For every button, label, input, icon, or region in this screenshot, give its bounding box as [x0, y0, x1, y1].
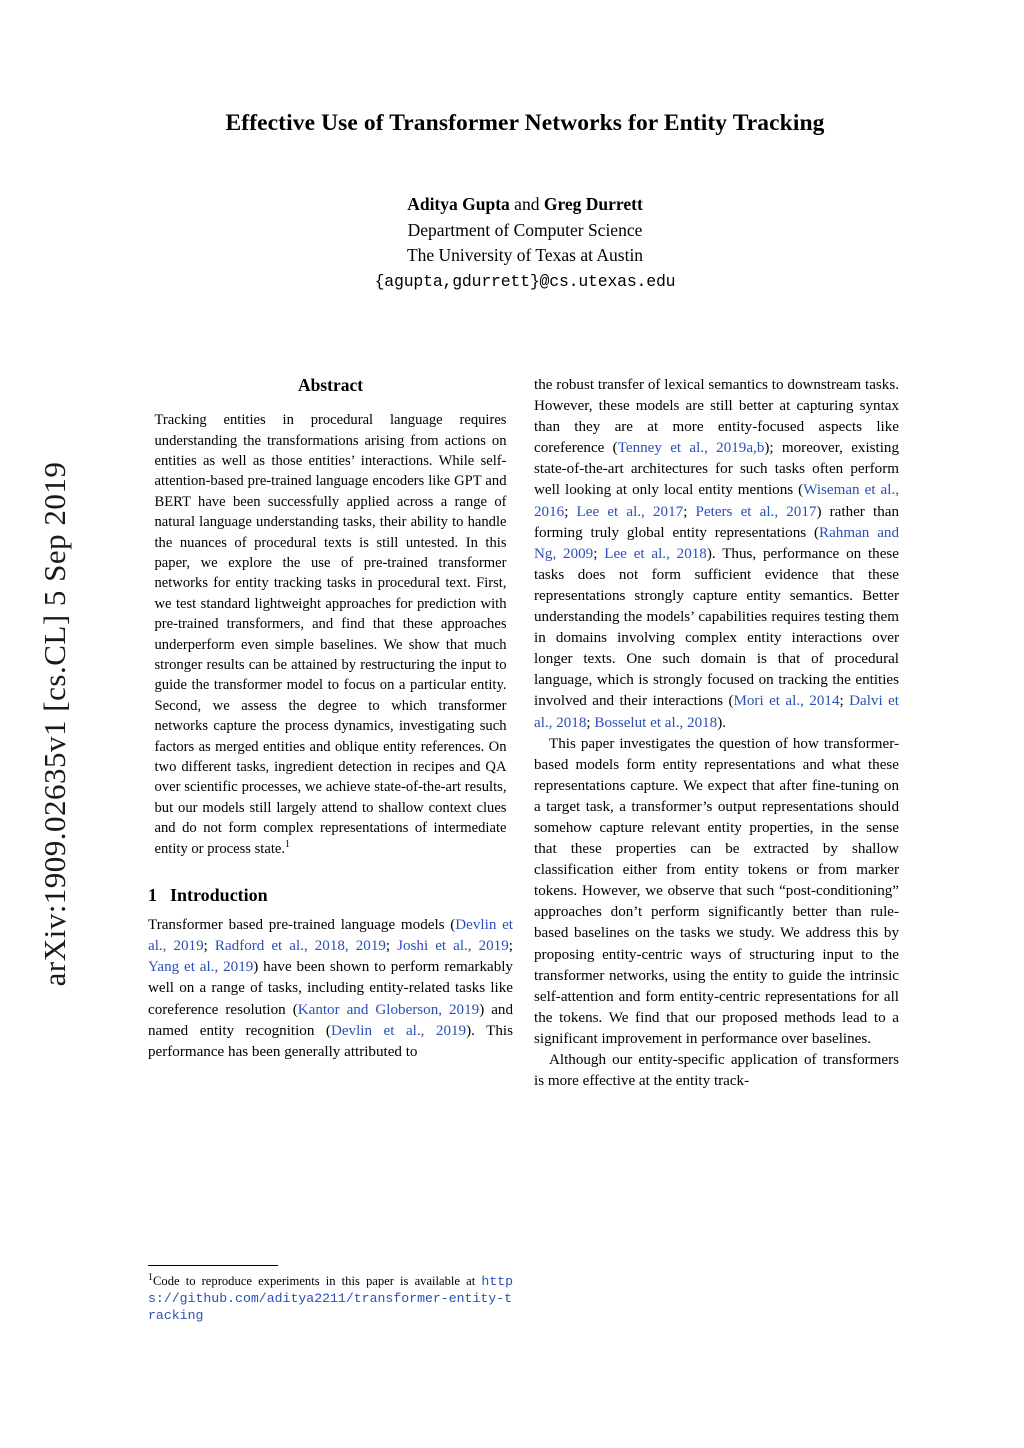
footnote-1	[148, 1273, 513, 1324]
right-paragraph-2: This paper investigates the question of how transformer-based models form entity representations and what these representations capture. We expect that after fine-tuning on a target task, a transformer’s output representations should somehow capture relevant entity properties, in the sense that these properties can be extracted by shallow classification either from entity tokens or from marker tokens. However, we observe that such “post-conditioning” approaches don’t perform significantly better than rule-based baselines on the tasks we study. We address this by proposing entity-centric ways of structuring input to the transformer networks, using the entity to guide the intrinsic self-attention and form entity-centric representations for all the tokens. We find that our proposed methods lead to a significant improvement in performance over baselines.	[534, 735, 899, 1047]
citation-wiseman[interactable]: Wiseman et al., 2016	[534, 482, 899, 520]
text-run: ;	[839, 693, 850, 710]
right-paragraph-3: Although our entity-specific application of transformers is more effective at the entity track-	[534, 1052, 899, 1090]
abstract-heading: Abstract	[297, 375, 364, 395]
text-run: ;	[203, 938, 215, 955]
text-run: ;	[508, 938, 513, 955]
footnote-block	[148, 1255, 513, 1324]
citation-dalvi-2018[interactable]: Dalvi et al., 2018	[534, 693, 900, 731]
abstract-footnote-marker: 1	[285, 838, 290, 850]
citation-kantor-globerson[interactable]: Kantor and Globerson, 2019	[297, 1001, 480, 1018]
author-block	[110, 192, 940, 294]
author-institution: The University of Texas at Austin	[406, 245, 644, 265]
author-name-1: Aditya Gupta	[407, 194, 510, 214]
text-run: Transformer based pre-trained language models (	[148, 917, 456, 934]
footnote-marker: 1	[148, 1271, 153, 1283]
arxiv-stamp-text: arXiv:1909.02635v1 [cs.CL] 5 Sep 2019	[37, 461, 72, 987]
citation-devlin-2019[interactable]: Devlin et al., 2019	[148, 917, 513, 955]
abstract-body	[155, 410, 507, 859]
citation-devlin-2019-b[interactable]: Devlin et al., 2019	[330, 1022, 467, 1039]
page-title: Effective Use of Transformer Networks for Entity Tracking	[225, 110, 825, 136]
text-run: ). This performance has been generally attributed to	[148, 1022, 513, 1060]
text-run: ). Thus, performance on these tasks does not form sufficient evidence that these representations strongly capture entity semantics. Better understanding the models’ capabilities requires testing them in domains involving complex entity interactions over longer texts. One such domain is that of procedural language, which is strongly focused on tracking the entities involved and their interactions (	[534, 545, 899, 710]
right-column	[534, 375, 899, 1092]
text-run: ;	[385, 938, 398, 955]
left-column	[148, 375, 513, 1063]
citation-joshi-2019[interactable]: Joshi et al., 2019	[397, 938, 509, 955]
footnote-text: Code to reproduce experiments in this paper is available at	[153, 1274, 482, 1288]
footnote-divider	[148, 1265, 278, 1266]
text-run: ) rather than forming truly global entity representations (	[534, 503, 899, 541]
section-heading-introduction	[148, 885, 513, 906]
citation-rahman-ng[interactable]: Rahman and Ng, 2009	[534, 524, 899, 562]
citation-mori-2014[interactable]: Mori et al., 2014	[733, 693, 840, 710]
author-names	[110, 192, 940, 218]
right-paragraph-1	[534, 375, 899, 734]
citation-peters-2017[interactable]: Peters et al., 2017	[695, 503, 817, 520]
text-run: the robust transfer of lexical semantics to downstream tasks. However, these models are still better at capturing syntax than they are at more entity-focused aspects like coreference (	[534, 377, 899, 457]
citation-yang-2019[interactable]: Yang et al., 2019	[148, 959, 254, 976]
section-number: 1	[148, 885, 157, 906]
citation-lee-2018[interactable]: Lee et al., 2018	[604, 545, 707, 562]
section-title: Introduction	[170, 885, 268, 906]
citation-lee-2017[interactable]: Lee et al., 2017	[576, 503, 684, 520]
text-run: ;	[564, 503, 577, 520]
author-email: {agupta,gdurrett}@cs.utexas.edu	[374, 271, 676, 291]
arxiv-stamp	[0, 0, 110, 1448]
author-department: Department of Computer Science	[407, 219, 643, 240]
author-conjunction: and	[514, 194, 540, 214]
text-run: ); moreover, existing state-of-the-art architectures for such tasks often perform well looking at only local entity mentions (	[534, 440, 899, 499]
paper-content	[110, 0, 1024, 1448]
text-run: ;	[683, 503, 696, 520]
abstract-text: Tracking entities in procedural language requires understanding the transformations arising from actions on entities as well as those entities’ interactions. While self-attention-based pre-trained language encoders like GPT and BERT have been successfully applied across a range of natural language understanding tasks, their ability to handle the nuances of procedural texts is still untested. In this paper, we explore the use of pre-trained transformer networks for entity tracking tasks in procedural text. First, we test standard lightweight approaches for prediction with pre-trained transformers, and find that these approaches underperform even simple baselines. We show that much stronger results can be attained by restructuring the input to guide the transformer model to focus on a particular entity. Second, we assess the degree to which transformer networks capture the process dynamics, investigating such factors as merged entities and oblique entity references. On two different tasks, ingredient detection in recipes and QA over scientific processes, we achieve state-of-the-art results, but our models still largely attend to shallow context clues and do not form complex representations of intermediate entity or process state.	[154, 412, 507, 857]
text-run: ).	[717, 714, 727, 731]
text-run: ) and named entity recognition (	[148, 1001, 513, 1039]
text-run: ;	[586, 714, 595, 731]
citation-bosselut-2018[interactable]: Bosselut et al., 2018	[594, 714, 718, 731]
footnote-repo-link[interactable]: https://github.com/aditya2211/transformer-entity-tracking	[148, 1274, 513, 1323]
citation-tenney[interactable]: Tenney et al., 2019a,b	[617, 440, 765, 457]
author-name-2: Greg Durrett	[543, 194, 643, 214]
citation-radford[interactable]: Radford et al., 2018, 2019	[214, 938, 386, 955]
text-run: ;	[593, 545, 605, 562]
intro-paragraph-1	[148, 915, 513, 1063]
text-run: ) have been shown to perform remarkably well on a range of tasks, including entity-related tasks like coreference resolution (	[148, 959, 513, 1018]
